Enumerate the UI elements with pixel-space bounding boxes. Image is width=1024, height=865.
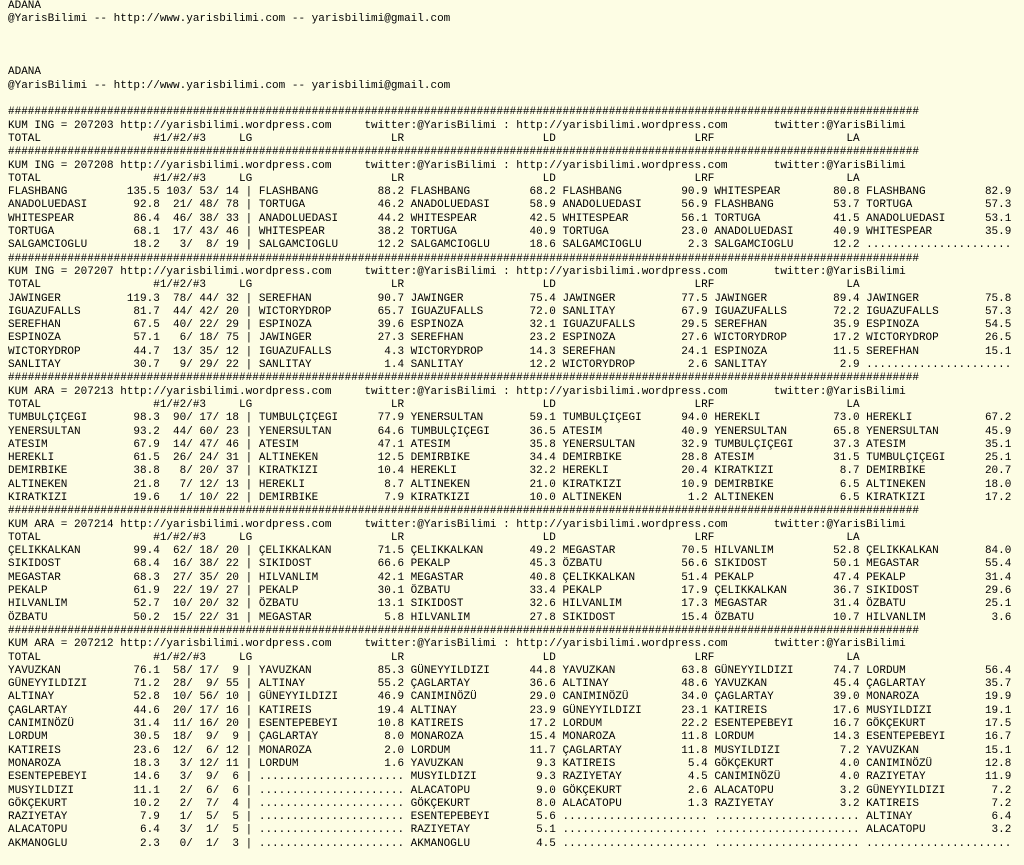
column-header-line: TOTAL #1/#2/#3 LG LR LD LRF LA (8, 279, 860, 292)
byline: @YarisBilimi -- http://www.yarisbilimi.com -- yarisbilimi@gmail.com (8, 13, 451, 26)
horse-row: YENERSULTAN 93.2 44/ 60/ 23 | YENERSULTAN 64.6 TUMBULÇIÇEGI 36.5 ATESIM 40.9 YENERSULTAN 65.8 YENERSULTAN 45.9 (8, 425, 1012, 438)
horse-row: ESPINOZA 57.1 6/ 18/ 75 | JAWINGER 27.3 SEREFHAN 23.2 ESPINOZA 27.6 WICTORYDROP 17.2 WICTORYDROP 26.5 (8, 332, 1012, 345)
horse-row: FLASHBANG 135.5 103/ 53/ 14 | FLASHBANG 88.2 FLASHBANG 68.2 FLASHBANG 90.9 WHITESPEAR 80.8 FLASHBANG 82.9 (8, 186, 1012, 199)
race-header-line: KUM ARA = 207213 http://yarisbilimi.wordpress.com twitter:@YarisBilimi : http://yarisbilimi.wordpress.com twitter:@YarisBilimi (8, 385, 906, 398)
horse-row: YAVUZKAN 76.1 58/ 17/ 9 | YAVUZKAN 85.3 GÜNEYYILDIZI 44.8 YAVUZKAN 63.8 GÜNEYYILDIZI 74.7 LORDUM 56.4 (8, 664, 1012, 677)
race-header-line: KUM ARA = 207212 http://yarisbilimi.wordpress.com twitter:@YarisBilimi : http://yarisbilimi.wordpress.com twitter:@YarisBilimi (8, 638, 906, 651)
horse-row: CANIMINÖZÜ 31.4 11/ 16/ 20 | ESENTEPEBEYI 10.8 KATIREIS 17.2 LORDUM 22.2 ESENTEPEBEYI 16.7 GÖKÇEKURT 17.5 (8, 718, 1012, 731)
race-report-document (8, 0, 1011, 851)
horse-row: ALTINEKEN 21.8 7/ 12/ 13 | HEREKLI 8.7 ALTINEKEN 21.0 KIRATKIZI 10.9 DEMIRBIKE 6.5 ALTINEKEN 18.0 (8, 478, 1012, 491)
horse-row: MUSYILDIZI 11.1 2/ 6/ 6 | ...................... ALACATOPU 9.0 GÖKÇEKURT 2.6 ALACATOPU 3.2 GÜNEYYILDIZI 7.2 (8, 784, 1012, 797)
race-header-line: KUM ING = 207207 http://yarisbilimi.wordpress.com twitter:@YarisBilimi : http://yarisbilimi.wordpress.com twitter:@YarisBilimi (8, 265, 906, 278)
horse-row: ÇELIKKALKAN 99.4 62/ 18/ 20 | ÇELIKKALKAN 71.5 ÇELIKKALKAN 49.2 MEGASTAR 70.5 HILVANLIM 52.8 ÇELIKKALKAN 84.0 (8, 545, 1012, 558)
horse-row: DEMIRBIKE 38.8 8/ 20/ 37 | KIRATKIZI 10.4 HEREKLI 32.2 HEREKLI 20.4 KIRATKIZI 8.7 DEMIRBIKE 20.7 (8, 465, 1012, 478)
column-header-line: TOTAL #1/#2/#3 LG LR LD LRF LA (8, 531, 860, 544)
column-header-line: TOTAL #1/#2/#3 LG LR LD LRF LA (8, 172, 860, 185)
horse-row: WICTORYDROP 44.7 13/ 35/ 12 | IGUAZUFALLS 4.3 WICTORYDROP 14.3 SEREFHAN 24.1 ESPINOZA 11.5 SEREFHAN 15.1 (8, 345, 1012, 358)
column-header-line: TOTAL #1/#2/#3 LG LR LD LRF LA (8, 132, 860, 145)
separator-line: ########################################################################################################################################## (8, 505, 919, 518)
horse-row: ESENTEPEBEYI 14.6 3/ 9/ 6 | ...................... MUSYILDIZI 9.3 RAZIYETAY 4.5 CANIMINÖZÜ 4.0 RAZIYETAY 11.9 (8, 771, 1012, 784)
horse-row: AKMANOGLU 2.3 0/ 1/ 3 | ...................... AKMANOGLU 4.5 ...................... ...................... ...................... (8, 837, 1012, 850)
horse-row: WHITESPEAR 86.4 46/ 38/ 33 | ANADOLUEDASI 44.2 WHITESPEAR 42.5 WHITESPEAR 56.1 TORTUGA 41.5 ANADOLUEDASI 53.1 (8, 212, 1012, 225)
horse-row: SEREFHAN 67.5 40/ 22/ 29 | ESPINOZA 39.6 ESPINOZA 32.1 IGUAZUFALLS 29.5 SEREFHAN 35.9 ESPINOZA 54.5 (8, 319, 1012, 332)
blank-line (8, 40, 1011, 53)
horse-row: RAZIYETAY 7.9 1/ 5/ 5 | ...................... ESENTEPEBEYI 5.6 ...................... ...................... ALTINAY 6.4 (8, 811, 1012, 824)
blank-line (8, 53, 1011, 66)
page-title: ADANA (8, 66, 42, 79)
horse-row: TUMBULÇIÇEGI 98.3 90/ 17/ 18 | TUMBULÇIÇEGI 77.9 YENERSULTAN 59.1 TUMBULÇIÇEGI 94.0 HEREKLI 73.0 HEREKLI 67.2 (8, 412, 1012, 425)
horse-row: ANADOLUEDASI 92.8 21/ 48/ 78 | TORTUGA 46.2 ANADOLUEDASI 58.9 ANADOLUEDASI 56.9 FLASHBANG 53.7 TORTUGA 57.3 (8, 199, 1012, 212)
separator-line: ########################################################################################################################################## (8, 146, 919, 159)
horse-row: KATIREIS 23.6 12/ 6/ 12 | MONAROZA 2.0 LORDUM 11.7 ÇAGLARTAY 11.8 MUSYILDIZI 7.2 YAVUZKAN 15.1 (8, 744, 1012, 757)
blank-line (8, 93, 1011, 106)
horse-row: ÇAGLARTAY 44.6 20/ 17/ 16 | KATIREIS 19.4 ALTINAY 23.9 GÜNEYYILDIZI 23.1 KATIREIS 17.6 MUSYILDIZI 19.1 (8, 704, 1012, 717)
horse-row: SANLITAY 30.7 9/ 29/ 22 | SANLITAY 1.4 SANLITAY 12.2 WICTORYDROP 2.6 SANLITAY 2.9 ...................... (8, 359, 1012, 372)
horse-row: JAWINGER 119.3 78/ 44/ 32 | SEREFHAN 90.7 JAWINGER 75.4 JAWINGER 77.5 JAWINGER 89.4 JAWINGER 75.8 (8, 292, 1012, 305)
horse-row: PEKALP 61.9 22/ 19/ 27 | PEKALP 30.1 ÖZBATU 33.4 PEKALP 17.9 ÇELIKKALKAN 36.7 SIKIDOST 29.6 (8, 585, 1012, 598)
horse-row: SALGAMCIOGLU 18.2 3/ 8/ 19 | SALGAMCIOGLU 12.2 SALGAMCIOGLU 18.6 SALGAMCIOGLU 2.3 SALGAMCIOGLU 12.2 ...................... (8, 239, 1012, 252)
race-header-line: KUM ARA = 207214 http://yarisbilimi.wordpress.com twitter:@YarisBilimi : http://yarisbilimi.wordpress.com twitter:@YarisBilimi (8, 518, 906, 531)
horse-row: MONAROZA 18.3 3/ 12/ 11 | LORDUM 1.6 YAVUZKAN 9.3 KATIREIS 5.4 GÖKÇEKURT 4.0 CANIMINÖZÜ 12.8 (8, 757, 1012, 770)
race-header-line: KUM ING = 207208 http://yarisbilimi.wordpress.com twitter:@YarisBilimi : http://yarisbilimi.wordpress.com twitter:@YarisBilimi (8, 159, 906, 172)
byline: @YarisBilimi -- http://www.yarisbilimi.com -- yarisbilimi@gmail.com (8, 79, 451, 92)
page-title: ADANA (8, 0, 42, 12)
horse-row: GÖKÇEKURT 10.2 2/ 7/ 4 | ...................... GÖKÇEKURT 8.0 ALACATOPU 1.3 RAZIYETAY 3.2 KATIREIS 7.2 (8, 797, 1012, 810)
horse-row: ALTINAY 52.8 10/ 56/ 10 | GÜNEYYILDIZI 46.9 CANIMINÖZÜ 29.0 CANIMINÖZÜ 34.0 ÇAGLARTAY 39.0 MONAROZA 19.9 (8, 691, 1012, 704)
horse-row: IGUAZUFALLS 81.7 44/ 42/ 20 | WICTORYDROP 65.7 IGUAZUFALLS 72.0 SANLITAY 67.9 IGUAZUFALLS 72.2 IGUAZUFALLS 57.3 (8, 305, 1012, 318)
horse-row: ALACATOPU 6.4 3/ 1/ 5 | ...................... RAZIYETAY 5.1 ...................... ...................... ALACATOPU 3.2 (8, 824, 1012, 837)
horse-row: LORDUM 30.5 18/ 9/ 9 | ÇAGLARTAY 8.0 MONAROZA 15.4 MONAROZA 11.8 LORDUM 14.3 ESENTEPEBEYI 16.7 (8, 731, 1012, 744)
column-header-line: TOTAL #1/#2/#3 LG LR LD LRF LA (8, 651, 860, 664)
horse-row: KIRATKIZI 19.6 1/ 10/ 22 | DEMIRBIKE 7.9 KIRATKIZI 10.0 ALTINEKEN 1.2 ALTINEKEN 6.5 KIRATKIZI 17.2 (8, 491, 1012, 504)
separator-line: ########################################################################################################################################## (8, 106, 919, 119)
separator-line: ########################################################################################################################################## (8, 252, 919, 265)
race-header-line: KUM ING = 207203 http://yarisbilimi.wordpress.com twitter:@YarisBilimi : http://yarisbilimi.wordpress.com twitter:@YarisBilimi (8, 119, 906, 132)
horse-row: HILVANLIM 52.7 10/ 20/ 32 | ÖZBATU 13.1 SIKIDOST 32.6 HILVANLIM 17.3 MEGASTAR 31.4 ÖZBATU 25.1 (8, 598, 1012, 611)
separator-line: ########################################################################################################################################## (8, 624, 919, 637)
horse-row: GÜNEYYILDIZI 71.2 28/ 9/ 55 | ALTINAY 55.2 ÇAGLARTAY 36.6 ALTINAY 48.6 YAVUZKAN 45.4 ÇAGLARTAY 35.7 (8, 678, 1012, 691)
horse-row: TORTUGA 68.1 17/ 43/ 46 | WHITESPEAR 38.2 TORTUGA 40.9 TORTUGA 23.0 ANADOLUEDASI 40.9 WHITESPEAR 35.9 (8, 226, 1012, 239)
column-header-line: TOTAL #1/#2/#3 LG LR LD LRF LA (8, 398, 860, 411)
blank-line (8, 27, 1011, 40)
horse-row: SIKIDOST 68.4 16/ 38/ 22 | SIKIDOST 66.6 PEKALP 45.3 ÖZBATU 56.6 SIKIDOST 50.1 MEGASTAR 55.4 (8, 558, 1012, 571)
horse-row: MEGASTAR 68.3 27/ 35/ 20 | HILVANLIM 42.1 MEGASTAR 40.8 ÇELIKKALKAN 51.4 PEKALP 47.4 PEKALP 31.4 (8, 571, 1012, 584)
horse-row: HEREKLI 61.5 26/ 24/ 31 | ALTINEKEN 12.5 DEMIRBIKE 34.4 DEMIRBIKE 28.8 ATESIM 31.5 TUMBULÇIÇEGI 25.1 (8, 452, 1012, 465)
horse-row: ATESIM 67.9 14/ 47/ 46 | ATESIM 47.1 ATESIM 35.8 YENERSULTAN 32.9 TUMBULÇIÇEGI 37.3 ATESIM 35.1 (8, 438, 1012, 451)
horse-row: ÖZBATU 50.2 15/ 22/ 31 | MEGASTAR 5.8 HILVANLIM 27.8 SIKIDOST 15.4 ÖZBATU 10.7 HILVANLIM 3.6 (8, 611, 1012, 624)
separator-line: ########################################################################################################################################## (8, 372, 919, 385)
